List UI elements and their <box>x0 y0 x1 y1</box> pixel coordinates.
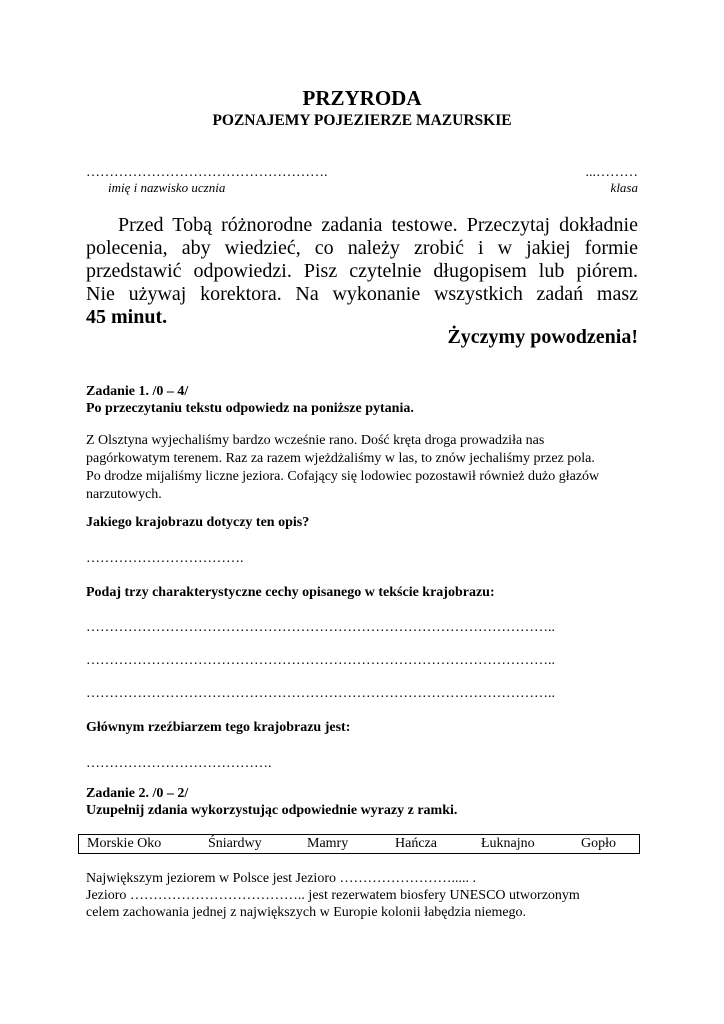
word-bank-item: Łuknajno <box>481 836 535 851</box>
answer-feature-2[interactable]: ……………………………………………………………………………………….. <box>86 653 555 668</box>
answer-feature-1[interactable]: ……………………………………………………………………………………….. <box>86 620 555 635</box>
answer-feature-3[interactable]: ……………………………………………………………………………………….. <box>86 686 555 701</box>
time-limit: 45 minut. <box>86 306 168 328</box>
instructions-line: Nie używaj korektora. Na wykonanie wszystkich zadań masz <box>86 283 638 305</box>
passage-line: Z Olsztyna wyjechaliśmy bardzo wcześnie rano. Dość kręta droga prowadziła nas <box>86 433 545 448</box>
task2-sentences <box>86 870 646 921</box>
fill-sentence-unesco-lake[interactable]: Jezioro ……………………………….. jest rezerwatem biosfery UNESCO utworzonym <box>86 888 580 903</box>
question-main-sculptor: Głównym rzeźbiarzem tego krajobrazu jest: <box>86 720 351 735</box>
word-bank-item: Śniardwy <box>208 836 262 851</box>
instructions-line: polecenia, aby wiedzieć, co należy zrobić i w jakiej formie <box>86 237 638 259</box>
passage-line: narzutowych. <box>86 487 162 502</box>
answer-landscape-type[interactable]: ……………………………. <box>86 551 244 566</box>
question-landscape-type: Jakiego krajobrazu dotyczy ten opis? <box>86 515 310 530</box>
word-bank-box <box>78 834 640 854</box>
student-class-caption: klasa <box>610 180 638 195</box>
student-class-field[interactable]: ...……… <box>585 165 638 180</box>
page-title: PRZYRODA <box>302 86 422 110</box>
question-three-features: Podaj trzy charakterystyczne cechy opisanego w tekście krajobrazu: <box>86 585 495 600</box>
student-name-caption: imię i nazwisko ucznia <box>108 180 226 195</box>
task1-passage <box>86 432 646 504</box>
good-luck-wish: Życzymy powodzenia! <box>447 326 638 348</box>
student-name-field[interactable]: ……………………………………………. <box>86 165 328 180</box>
instructions-paragraph <box>86 214 638 329</box>
task2-instruction: Uzupełnij zdania wykorzystując odpowiednie wyrazy z ramki. <box>86 803 458 818</box>
fill-sentence-largest-lake[interactable]: Największym jeziorem w Polsce jest Jezioro ……………………..... . <box>86 871 476 886</box>
passage-line: pagórkowatym terenem. Raz za razem wjeżdżaliśmy w las, to znów jechaliśmy przez pola. <box>86 451 595 466</box>
task1-instruction: Po przeczytaniu tekstu odpowiedz na poniższe pytania. <box>86 401 414 416</box>
word-bank-item: Morskie Oko <box>87 836 162 851</box>
instructions-line: Przed Tobą różnorodne zadania testowe. Przeczytaj dokładnie <box>118 214 638 236</box>
page-subtitle: POZNAJEMY POJEZIERZE MAZURSKIE <box>212 112 512 129</box>
instructions-line: przedstawić odpowiedzi. Pisz czytelnie długopisem lub piórem. <box>86 260 638 282</box>
word-bank-item: Hańcza <box>395 836 437 851</box>
word-bank-item: Mamry <box>307 836 349 851</box>
task1-heading: Zadanie 1. /0 – 4/ <box>86 384 189 399</box>
task2-heading: Zadanie 2. /0 – 2/ <box>86 786 189 801</box>
word-bank-item: Gopło <box>581 836 616 851</box>
answer-main-sculptor[interactable]: …………………………………. <box>86 756 272 771</box>
fill-sentence-continuation: celem zachowania jednej z największych w Europie kolonii łabędzia niemego. <box>86 905 527 920</box>
passage-line: Po drodze mijaliśmy liczne jeziora. Cofający się lodowiec pozostawił również dużo głazów <box>86 469 600 484</box>
